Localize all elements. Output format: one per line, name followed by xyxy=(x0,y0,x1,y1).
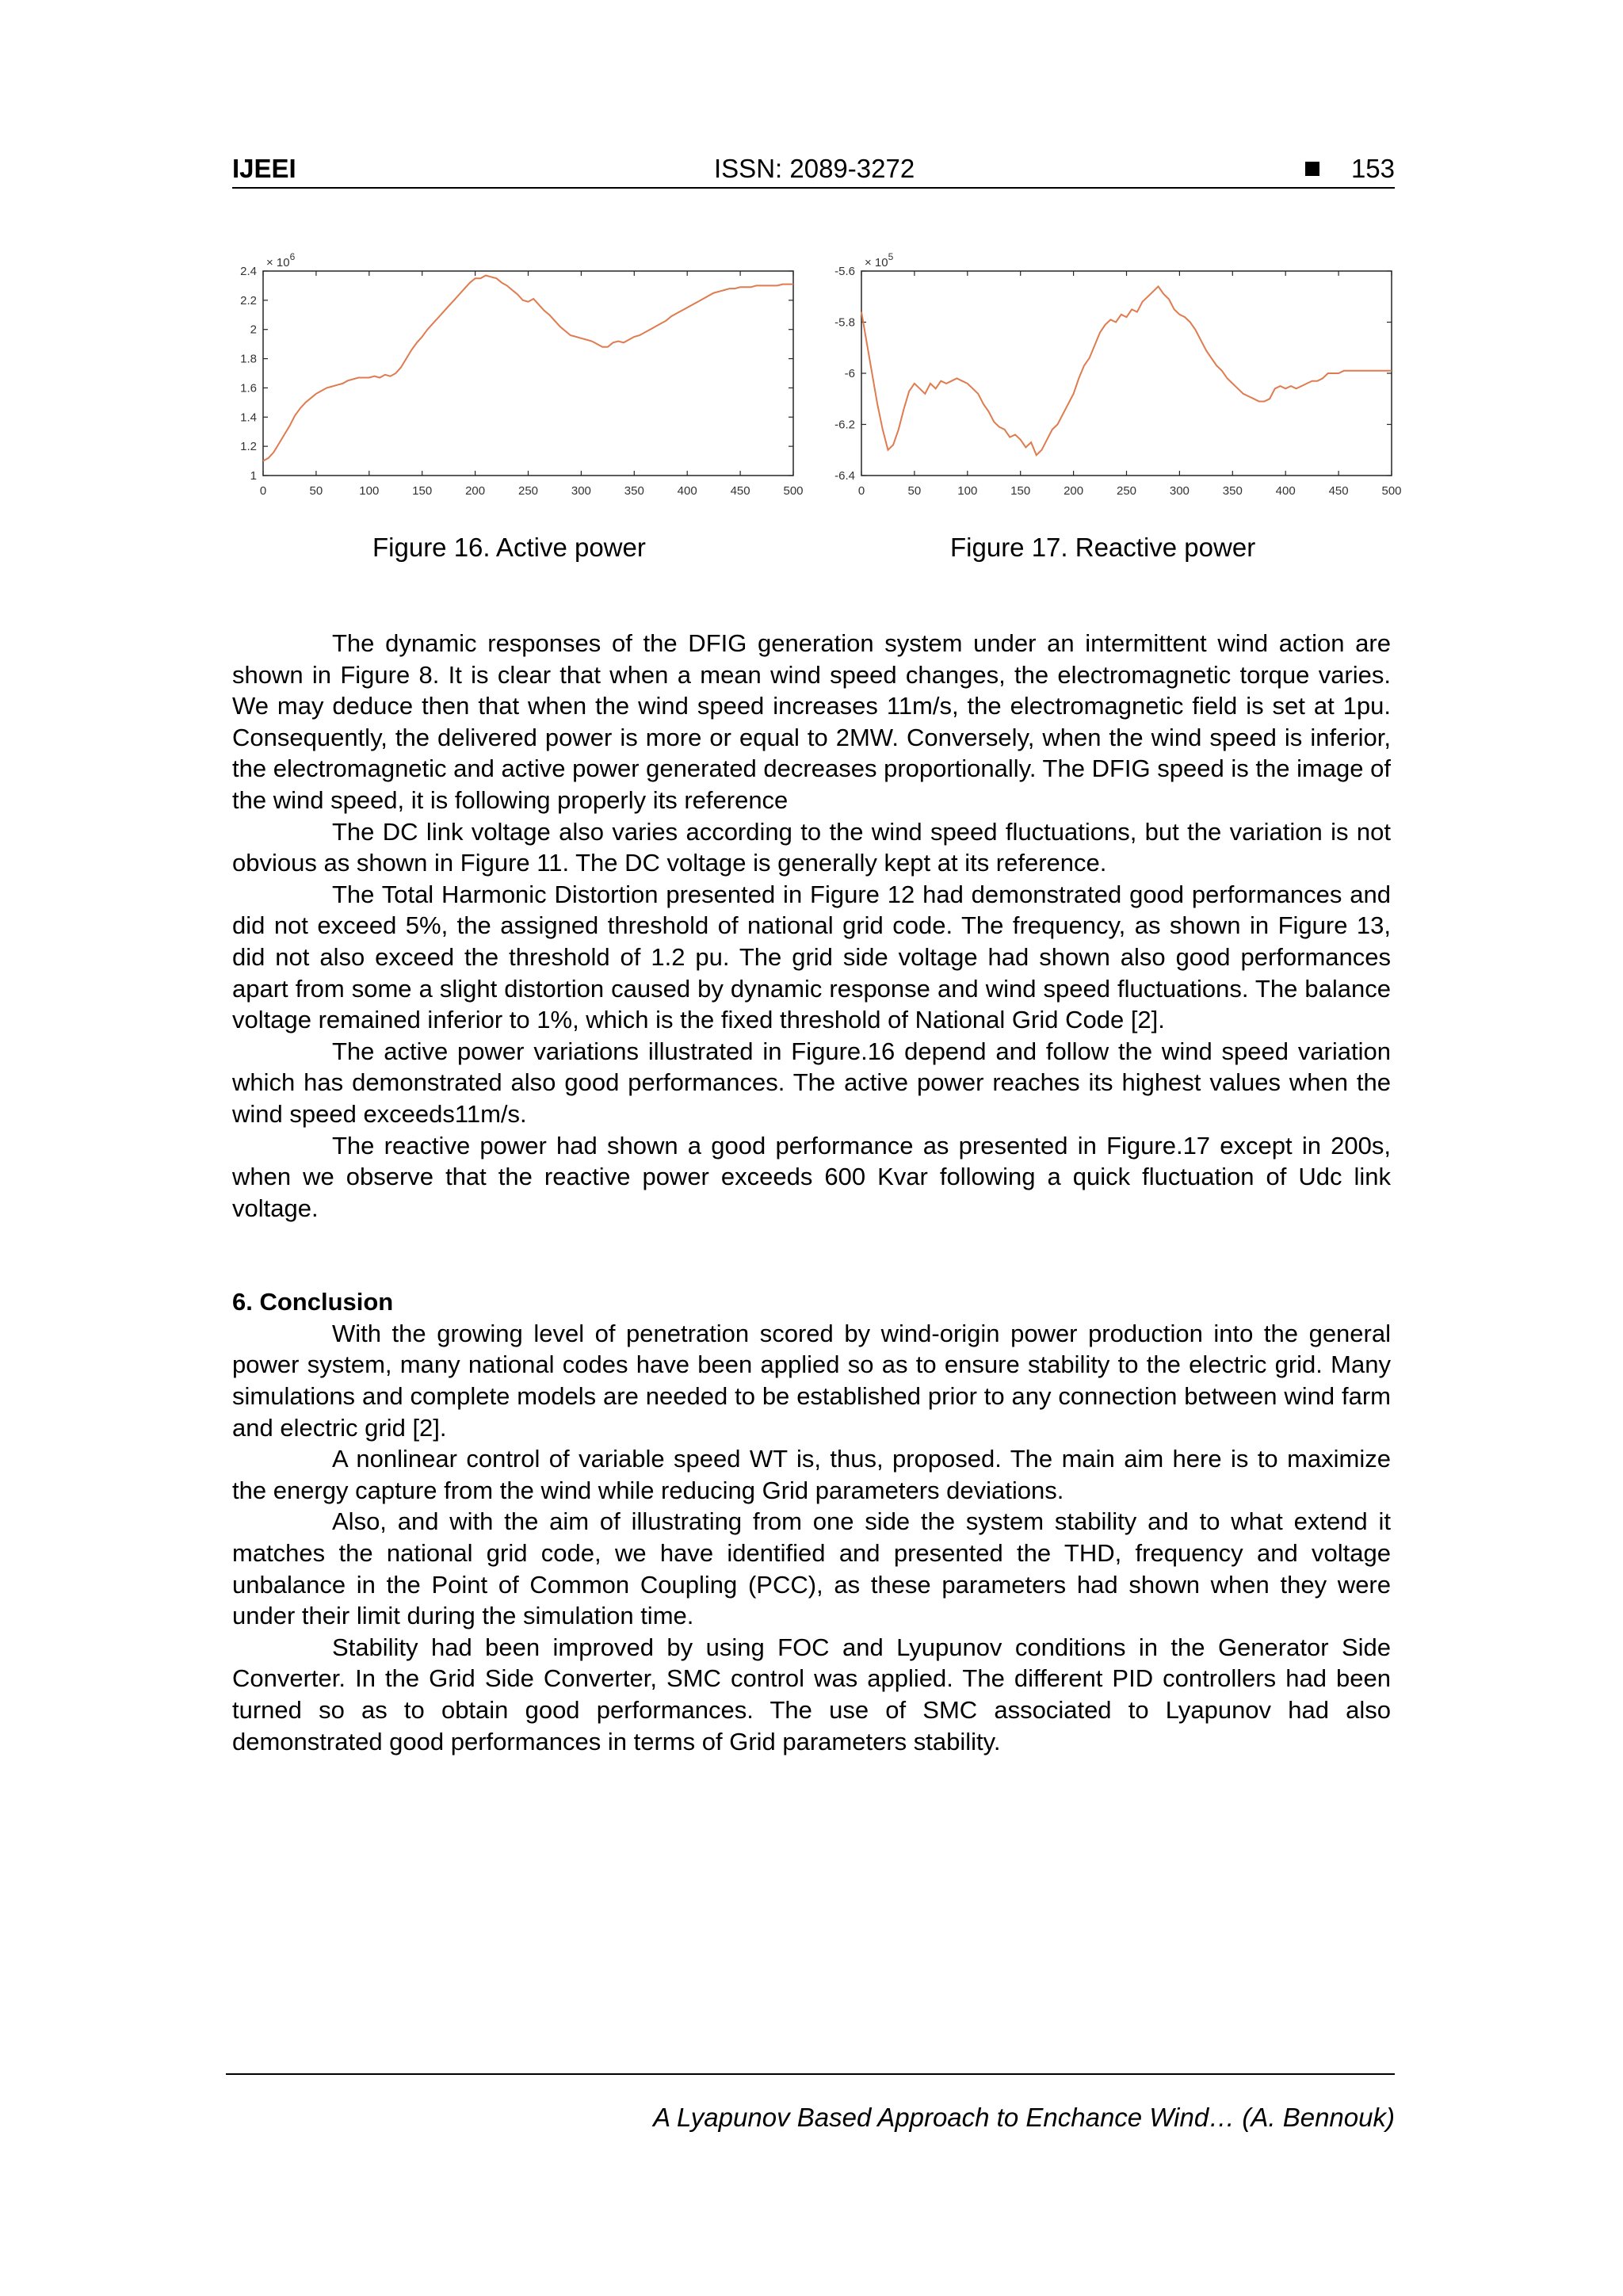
y-tick-label: 1.4 xyxy=(240,411,257,425)
journal-name: IJEEI xyxy=(232,154,296,183)
axes-box xyxy=(861,271,1392,476)
y-tick-label: -5.6 xyxy=(834,265,855,278)
paragraph: With the growing level of penetration scored by wind-origin power production into the general power system, many national codes have been applied so as to ensure stability to the electric grid. Many simulations and complete models are needed to be established prior to any connection between wind farm and electric grid [2]. xyxy=(232,1319,1391,1442)
x-tick-label: 350 xyxy=(624,484,644,498)
figure-16-caption: Figure 16. Active power xyxy=(372,533,646,562)
x-tick-label: 450 xyxy=(730,484,750,498)
y-multiplier-exponent: 6 xyxy=(289,251,296,262)
x-tick-label: 50 xyxy=(309,484,323,498)
reactive-power-chart xyxy=(836,246,1407,499)
y-tick-label: 2 xyxy=(250,323,257,337)
x-tick-label: 0 xyxy=(857,484,865,498)
y-multiplier-exponent: 5 xyxy=(888,251,894,262)
page-number-group xyxy=(1305,154,1395,184)
paragraph: Also, and with the aim of illustrating from one side the system stability and to what extend it matches the national grid code, we have identified and presented the THD, frequency and voltage unbalance in the Point of Common Coupling (PCC), as these parameters had shown when they were under their limit during the simulation time. xyxy=(232,1507,1391,1630)
y-tick-label: 2.2 xyxy=(240,293,257,308)
paragraph: The dynamic responses of the DFIG generation system under an intermittent wind action are shown in Figure 8. It is clear that when a mean wind speed changes, the electromagnetic torque varies. We may deduce then that when the wind speed increases 11m/s, the electromagnetic field is set at 1pu. Consequently, the delivered power is more or equal to 2MW. Conversely, when the wind speed is inferior, the electromagnetic and active power generated decreases proportionally. The DFIG speed is the image of the wind speed, it is following properly its reference xyxy=(232,629,1391,814)
figure-17-plot xyxy=(836,246,1407,503)
page-number: 153 xyxy=(1350,154,1395,183)
paragraph: The active power variations illustrated in Figure.16 depend and follow the wind speed variation which has demonstrated also good performances. The active power reaches its highest values when the wind speed exceeds11m/s. xyxy=(232,1037,1391,1128)
figure-16-plot xyxy=(238,246,808,503)
x-tick-label: 250 xyxy=(1116,484,1137,498)
x-tick-label: 250 xyxy=(517,484,539,498)
page-header xyxy=(232,152,1395,189)
x-tick-label: 300 xyxy=(1169,484,1190,498)
paragraph: Stability had been improved by using FOC and Lyupunov conditions in the Generator Side Converter. In the Grid Side Converter, SMC control was applied. The different PID controllers had been turned so as to obtain good performances. The use of SMC associated to Lyapunov had also demonstrated good performances in terms of Grid parameters stability. xyxy=(232,1633,1391,1755)
x-tick-label: 400 xyxy=(1275,484,1296,498)
section-heading-conclusion: 6. Conclusion xyxy=(232,1288,394,1316)
y-tick-label: 1 xyxy=(250,469,257,483)
x-tick-label: 500 xyxy=(783,484,804,498)
y-tick-label: 1.8 xyxy=(240,352,257,366)
paragraph: The Total Harmonic Distortion presented in Figure 12 had demonstrated good performances and did not exceed 5%, the assigned threshold of national grid code. The frequency, as shown in Figure 13, did not also exceed the threshold of 1.2 pu. The grid side voltage had shown also good performances apart from some a slight distortion caused by dynamic response and wind speed fluctuations. The balance voltage remained inferior to 1%, which is the fixed threshold of National Grid Code [2]. xyxy=(232,880,1391,1034)
y-multiplier-label: × $10^5$ xyxy=(865,251,894,269)
y-tick-label: -6 xyxy=(844,367,855,380)
paragraph: The reactive power had shown a good performance as presented in Figure.17 except in 200s, when we observe that the reactive power exceeds 600 Kvar following a quick fluctuation of Udc link voltage. xyxy=(232,1131,1391,1222)
y-tick-label: 1.2 xyxy=(240,440,257,454)
x-tick-label: 400 xyxy=(677,484,697,498)
x-tick-label: 150 xyxy=(1010,484,1031,498)
x-tick-label: 100 xyxy=(359,484,380,498)
issn: ISSN: 2089-3272 xyxy=(714,154,915,183)
x-tick-label: 200 xyxy=(1064,484,1084,498)
x-tick-label: 450 xyxy=(1328,484,1349,498)
y-tick-label: -6.2 xyxy=(834,418,855,432)
running-title: A Lyapunov Based Approach to Enchance Wind… (A. Bennouk) xyxy=(653,2103,1395,2132)
x-tick-label: 150 xyxy=(412,484,433,498)
x-tick-label: 350 xyxy=(1222,484,1243,498)
figure-17-caption: Figure 17. Reactive power xyxy=(950,533,1256,562)
paragraph: The DC link voltage also varies according to the wind speed fluctuations, but the variation is not obvious as shown in Figure 11. The DC voltage is generally kept at its reference. xyxy=(232,817,1391,877)
y-tick-label: -6.4 xyxy=(834,469,855,483)
body-text xyxy=(232,628,1391,1757)
y-multiplier-label: × $10^6$ xyxy=(266,251,296,269)
square-bullet-icon xyxy=(1305,162,1319,176)
page-footer xyxy=(226,2073,1395,2132)
x-tick-label: 100 xyxy=(957,484,978,498)
y-tick-label: -5.8 xyxy=(834,315,855,330)
x-tick-label: 0 xyxy=(259,484,267,498)
active-power-chart xyxy=(238,246,808,499)
paragraph: A nonlinear control of variable speed WT is, thus, proposed. The main aim here is to maximize the energy capture from the wind while reducing Grid parameters deviations. xyxy=(232,1445,1391,1504)
x-tick-label: 50 xyxy=(907,484,922,498)
x-tick-label: 300 xyxy=(571,484,591,498)
x-tick-label: 200 xyxy=(465,484,486,498)
y-tick-label: 1.6 xyxy=(240,381,257,395)
x-tick-label: 500 xyxy=(1381,484,1402,498)
y-tick-label: 2.4 xyxy=(240,265,257,278)
